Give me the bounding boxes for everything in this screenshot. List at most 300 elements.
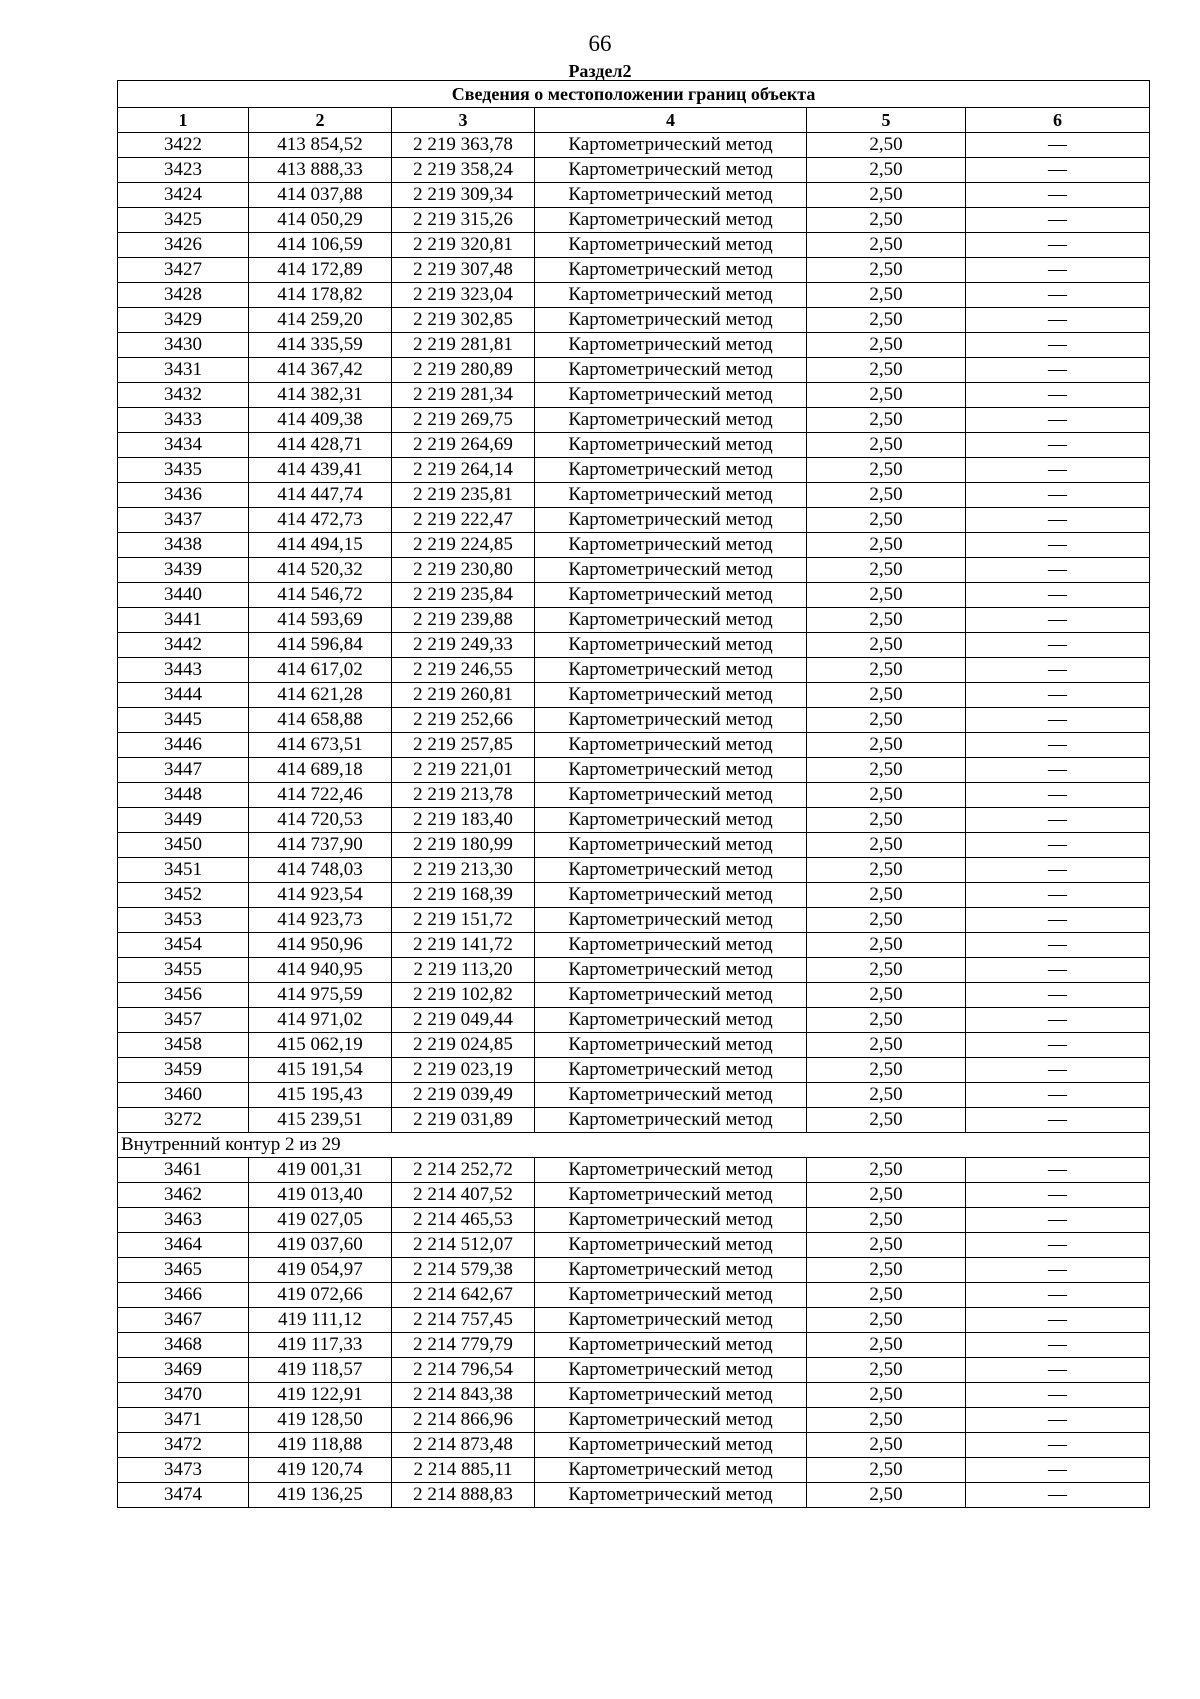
table-row bbox=[118, 1458, 1150, 1483]
table-row bbox=[118, 583, 1150, 608]
table-row bbox=[118, 183, 1150, 208]
accuracy-cell: 2,50 bbox=[807, 408, 966, 433]
accuracy-cell: 2,50 bbox=[807, 808, 966, 833]
table-row bbox=[118, 808, 1150, 833]
y-coordinate-cell: 2 219 183,40 bbox=[392, 808, 535, 833]
y-coordinate-cell: 2 219 320,81 bbox=[392, 233, 535, 258]
accuracy-cell: 2,50 bbox=[807, 1058, 966, 1083]
table-row bbox=[118, 1183, 1150, 1208]
description-cell: — bbox=[966, 1383, 1150, 1408]
accuracy-cell: 2,50 bbox=[807, 858, 966, 883]
description-cell: — bbox=[966, 133, 1150, 158]
description-cell: — bbox=[966, 1108, 1150, 1133]
contour-label: Внутренний контур 2 из 29 bbox=[118, 1133, 1150, 1158]
description-cell: — bbox=[966, 1183, 1150, 1208]
method-cell: Картометрический метод bbox=[535, 1458, 807, 1483]
method-cell: Картометрический метод bbox=[535, 1183, 807, 1208]
y-coordinate-cell: 2 219 264,14 bbox=[392, 458, 535, 483]
method-cell: Картометрический метод bbox=[535, 1408, 807, 1433]
method-cell: Картометрический метод bbox=[535, 758, 807, 783]
method-cell: Картометрический метод bbox=[535, 883, 807, 908]
y-coordinate-cell: 2 219 280,89 bbox=[392, 358, 535, 383]
x-coordinate-cell: 414 546,72 bbox=[249, 583, 392, 608]
x-coordinate-cell: 414 975,59 bbox=[249, 983, 392, 1008]
table-row bbox=[118, 508, 1150, 533]
table-row bbox=[118, 1233, 1150, 1258]
x-coordinate-cell: 419 128,50 bbox=[249, 1408, 392, 1433]
description-cell: — bbox=[966, 783, 1150, 808]
accuracy-cell: 2,50 bbox=[807, 383, 966, 408]
point-number-cell: 3463 bbox=[118, 1208, 249, 1233]
y-coordinate-cell: 2 219 180,99 bbox=[392, 833, 535, 858]
point-number-cell: 3450 bbox=[118, 833, 249, 858]
x-coordinate-cell: 415 191,54 bbox=[249, 1058, 392, 1083]
description-cell: — bbox=[966, 1483, 1150, 1508]
point-number-cell: 3441 bbox=[118, 608, 249, 633]
x-coordinate-cell: 419 117,33 bbox=[249, 1333, 392, 1358]
table-row bbox=[118, 908, 1150, 933]
y-coordinate-cell: 2 219 222,47 bbox=[392, 508, 535, 533]
y-coordinate-cell: 2 219 213,78 bbox=[392, 783, 535, 808]
table-row bbox=[118, 1333, 1150, 1358]
y-coordinate-cell: 2 214 252,72 bbox=[392, 1158, 535, 1183]
accuracy-cell: 2,50 bbox=[807, 983, 966, 1008]
table-title-row bbox=[118, 81, 1150, 108]
accuracy-cell: 2,50 bbox=[807, 608, 966, 633]
table-row bbox=[118, 833, 1150, 858]
x-coordinate-cell: 415 195,43 bbox=[249, 1083, 392, 1108]
method-cell: Картометрический метод bbox=[535, 383, 807, 408]
point-number-cell: 3432 bbox=[118, 383, 249, 408]
table-row bbox=[118, 333, 1150, 358]
x-coordinate-cell: 419 037,60 bbox=[249, 1233, 392, 1258]
method-cell: Картометрический метод bbox=[535, 308, 807, 333]
y-coordinate-cell: 2 219 252,66 bbox=[392, 708, 535, 733]
method-cell: Картометрический метод bbox=[535, 1083, 807, 1108]
table-row bbox=[118, 1283, 1150, 1308]
description-cell: — bbox=[966, 1333, 1150, 1358]
table-header bbox=[118, 81, 1150, 133]
table-row bbox=[118, 658, 1150, 683]
table-title: Сведения о местоположении границ объекта bbox=[118, 81, 1150, 108]
y-coordinate-cell: 2 219 260,81 bbox=[392, 683, 535, 708]
accuracy-cell: 2,50 bbox=[807, 1358, 966, 1383]
point-number-cell: 3425 bbox=[118, 208, 249, 233]
x-coordinate-cell: 414 106,59 bbox=[249, 233, 392, 258]
x-coordinate-cell: 414 621,28 bbox=[249, 683, 392, 708]
description-cell: — bbox=[966, 258, 1150, 283]
point-number-cell: 3468 bbox=[118, 1333, 249, 1358]
column-header: 6 bbox=[966, 108, 1150, 133]
description-cell: — bbox=[966, 1283, 1150, 1308]
description-cell: — bbox=[966, 908, 1150, 933]
accuracy-cell: 2,50 bbox=[807, 233, 966, 258]
point-number-cell: 3472 bbox=[118, 1433, 249, 1458]
page-number: 66 bbox=[588, 31, 612, 56]
accuracy-cell: 2,50 bbox=[807, 1108, 966, 1133]
method-cell: Картометрический метод bbox=[535, 333, 807, 358]
accuracy-cell: 2,50 bbox=[807, 583, 966, 608]
description-cell: — bbox=[966, 208, 1150, 233]
description-cell: — bbox=[966, 1458, 1150, 1483]
accuracy-cell: 2,50 bbox=[807, 1433, 966, 1458]
x-coordinate-cell: 414 596,84 bbox=[249, 633, 392, 658]
y-coordinate-cell: 2 214 866,96 bbox=[392, 1408, 535, 1433]
method-cell: Картометрический метод bbox=[535, 908, 807, 933]
y-coordinate-cell: 2 214 757,45 bbox=[392, 1308, 535, 1333]
table-row bbox=[118, 1433, 1150, 1458]
point-number-cell: 3454 bbox=[118, 933, 249, 958]
description-cell: — bbox=[966, 1208, 1150, 1233]
accuracy-cell: 2,50 bbox=[807, 683, 966, 708]
table-row bbox=[118, 1008, 1150, 1033]
table-row bbox=[118, 1258, 1150, 1283]
accuracy-cell: 2,50 bbox=[807, 483, 966, 508]
description-cell: — bbox=[966, 1008, 1150, 1033]
point-number-cell: 3449 bbox=[118, 808, 249, 833]
description-cell: — bbox=[966, 1308, 1150, 1333]
method-cell: Картометрический метод bbox=[535, 458, 807, 483]
point-number-cell: 3446 bbox=[118, 733, 249, 758]
method-cell: Картометрический метод bbox=[535, 1233, 807, 1258]
accuracy-cell: 2,50 bbox=[807, 133, 966, 158]
method-cell: Картометрический метод bbox=[535, 683, 807, 708]
method-cell: Картометрический метод bbox=[535, 783, 807, 808]
x-coordinate-cell: 415 239,51 bbox=[249, 1108, 392, 1133]
method-cell: Картометрический метод bbox=[535, 183, 807, 208]
description-cell: — bbox=[966, 1358, 1150, 1383]
point-number-cell: 3440 bbox=[118, 583, 249, 608]
x-coordinate-cell: 414 923,54 bbox=[249, 883, 392, 908]
y-coordinate-cell: 2 219 323,04 bbox=[392, 283, 535, 308]
accuracy-cell: 2,50 bbox=[807, 1033, 966, 1058]
description-cell: — bbox=[966, 1033, 1150, 1058]
table-row bbox=[118, 633, 1150, 658]
description-cell: — bbox=[966, 358, 1150, 383]
x-coordinate-cell: 419 120,74 bbox=[249, 1458, 392, 1483]
accuracy-cell: 2,50 bbox=[807, 1383, 966, 1408]
y-coordinate-cell: 2 219 257,85 bbox=[392, 733, 535, 758]
x-coordinate-cell: 419 027,05 bbox=[249, 1208, 392, 1233]
point-number-cell: 3457 bbox=[118, 1008, 249, 1033]
method-cell: Картометрический метод bbox=[535, 1008, 807, 1033]
y-coordinate-cell: 2 219 024,85 bbox=[392, 1033, 535, 1058]
y-coordinate-cell: 2 219 264,69 bbox=[392, 433, 535, 458]
point-number-cell: 3422 bbox=[118, 133, 249, 158]
point-number-cell: 3467 bbox=[118, 1308, 249, 1333]
x-coordinate-cell: 414 172,89 bbox=[249, 258, 392, 283]
description-cell: — bbox=[966, 558, 1150, 583]
description-cell: — bbox=[966, 808, 1150, 833]
x-coordinate-cell: 414 722,46 bbox=[249, 783, 392, 808]
accuracy-cell: 2,50 bbox=[807, 508, 966, 533]
accuracy-cell: 2,50 bbox=[807, 458, 966, 483]
point-number-cell: 3438 bbox=[118, 533, 249, 558]
y-coordinate-cell: 2 219 239,88 bbox=[392, 608, 535, 633]
x-coordinate-cell: 414 673,51 bbox=[249, 733, 392, 758]
point-number-cell: 3470 bbox=[118, 1383, 249, 1408]
accuracy-cell: 2,50 bbox=[807, 733, 966, 758]
accuracy-cell: 2,50 bbox=[807, 283, 966, 308]
table-row bbox=[118, 208, 1150, 233]
method-cell: Картометрический метод bbox=[535, 808, 807, 833]
accuracy-cell: 2,50 bbox=[807, 158, 966, 183]
y-coordinate-cell: 2 219 235,81 bbox=[392, 483, 535, 508]
description-cell: — bbox=[966, 608, 1150, 633]
x-coordinate-cell: 413 888,33 bbox=[249, 158, 392, 183]
x-coordinate-cell: 419 072,66 bbox=[249, 1283, 392, 1308]
y-coordinate-cell: 2 219 235,84 bbox=[392, 583, 535, 608]
method-cell: Картометрический метод bbox=[535, 1483, 807, 1508]
description-cell: — bbox=[966, 1058, 1150, 1083]
x-coordinate-cell: 414 950,96 bbox=[249, 933, 392, 958]
table-row bbox=[118, 1083, 1150, 1108]
table-row bbox=[118, 683, 1150, 708]
method-cell: Картометрический метод bbox=[535, 1158, 807, 1183]
table-row bbox=[118, 958, 1150, 983]
accuracy-cell: 2,50 bbox=[807, 333, 966, 358]
y-coordinate-cell: 2 219 168,39 bbox=[392, 883, 535, 908]
point-number-cell: 3423 bbox=[118, 158, 249, 183]
accuracy-cell: 2,50 bbox=[807, 1208, 966, 1233]
accuracy-cell: 2,50 bbox=[807, 908, 966, 933]
description-cell: — bbox=[966, 983, 1150, 1008]
method-cell: Картометрический метод bbox=[535, 958, 807, 983]
y-coordinate-cell: 2 219 302,85 bbox=[392, 308, 535, 333]
method-cell: Картометрический метод bbox=[535, 1333, 807, 1358]
y-coordinate-cell: 2 214 888,83 bbox=[392, 1483, 535, 1508]
x-coordinate-cell: 414 658,88 bbox=[249, 708, 392, 733]
x-coordinate-cell: 419 111,12 bbox=[249, 1308, 392, 1333]
x-coordinate-cell: 419 001,31 bbox=[249, 1158, 392, 1183]
y-coordinate-cell: 2 219 246,55 bbox=[392, 658, 535, 683]
description-cell: — bbox=[966, 483, 1150, 508]
x-coordinate-cell: 414 439,41 bbox=[249, 458, 392, 483]
method-cell: Картометрический метод bbox=[535, 533, 807, 558]
x-coordinate-cell: 414 259,20 bbox=[249, 308, 392, 333]
method-cell: Картометрический метод bbox=[535, 558, 807, 583]
column-number-row bbox=[118, 108, 1150, 133]
point-number-cell: 3445 bbox=[118, 708, 249, 733]
column-header: 4 bbox=[535, 108, 807, 133]
x-coordinate-cell: 414 748,03 bbox=[249, 858, 392, 883]
point-number-cell: 3461 bbox=[118, 1158, 249, 1183]
x-coordinate-cell: 414 737,90 bbox=[249, 833, 392, 858]
table-row bbox=[118, 858, 1150, 883]
description-cell: — bbox=[966, 383, 1150, 408]
accuracy-cell: 2,50 bbox=[807, 1008, 966, 1033]
y-coordinate-cell: 2 214 465,53 bbox=[392, 1208, 535, 1233]
y-coordinate-cell: 2 214 579,38 bbox=[392, 1258, 535, 1283]
y-coordinate-cell: 2 214 512,07 bbox=[392, 1233, 535, 1258]
description-cell: — bbox=[966, 1158, 1150, 1183]
accuracy-cell: 2,50 bbox=[807, 1083, 966, 1108]
method-cell: Картометрический метод bbox=[535, 433, 807, 458]
point-number-cell: 3439 bbox=[118, 558, 249, 583]
point-number-cell: 3460 bbox=[118, 1083, 249, 1108]
x-coordinate-cell: 414 050,29 bbox=[249, 208, 392, 233]
accuracy-cell: 2,50 bbox=[807, 358, 966, 383]
table-row bbox=[118, 733, 1150, 758]
x-coordinate-cell: 414 037,88 bbox=[249, 183, 392, 208]
x-coordinate-cell: 414 178,82 bbox=[249, 283, 392, 308]
x-coordinate-cell: 414 940,95 bbox=[249, 958, 392, 983]
accuracy-cell: 2,50 bbox=[807, 208, 966, 233]
point-number-cell: 3464 bbox=[118, 1233, 249, 1258]
table-row bbox=[118, 283, 1150, 308]
x-coordinate-cell: 419 013,40 bbox=[249, 1183, 392, 1208]
accuracy-cell: 2,50 bbox=[807, 308, 966, 333]
method-cell: Картометрический метод bbox=[535, 858, 807, 883]
accuracy-cell: 2,50 bbox=[807, 1158, 966, 1183]
accuracy-cell: 2,50 bbox=[807, 758, 966, 783]
table-row bbox=[118, 458, 1150, 483]
table-row bbox=[118, 1108, 1150, 1133]
method-cell: Картометрический метод bbox=[535, 708, 807, 733]
y-coordinate-cell: 2 219 113,20 bbox=[392, 958, 535, 983]
description-cell: — bbox=[966, 1408, 1150, 1433]
description-cell: — bbox=[966, 433, 1150, 458]
point-number-cell: 3455 bbox=[118, 958, 249, 983]
description-cell: — bbox=[966, 883, 1150, 908]
table-row bbox=[118, 1483, 1150, 1508]
accuracy-cell: 2,50 bbox=[807, 1183, 966, 1208]
method-cell: Картометрический метод bbox=[535, 1308, 807, 1333]
y-coordinate-cell: 2 219 309,34 bbox=[392, 183, 535, 208]
point-number-cell: 3437 bbox=[118, 508, 249, 533]
table-row bbox=[118, 783, 1150, 808]
accuracy-cell: 2,50 bbox=[807, 433, 966, 458]
y-coordinate-cell: 2 219 151,72 bbox=[392, 908, 535, 933]
y-coordinate-cell: 2 219 031,89 bbox=[392, 1108, 535, 1133]
y-coordinate-cell: 2 214 642,67 bbox=[392, 1283, 535, 1308]
point-number-cell: 3456 bbox=[118, 983, 249, 1008]
y-coordinate-cell: 2 219 039,49 bbox=[392, 1083, 535, 1108]
point-number-cell: 3424 bbox=[118, 183, 249, 208]
method-cell: Картометрический метод bbox=[535, 1208, 807, 1233]
x-coordinate-cell: 414 447,74 bbox=[249, 483, 392, 508]
y-coordinate-cell: 2 219 249,33 bbox=[392, 633, 535, 658]
description-cell: — bbox=[966, 933, 1150, 958]
point-number-cell: 3443 bbox=[118, 658, 249, 683]
accuracy-cell: 2,50 bbox=[807, 933, 966, 958]
accuracy-cell: 2,50 bbox=[807, 708, 966, 733]
accuracy-cell: 2,50 bbox=[807, 958, 966, 983]
point-number-cell: 3469 bbox=[118, 1358, 249, 1383]
table-row bbox=[118, 708, 1150, 733]
description-cell: — bbox=[966, 1233, 1150, 1258]
description-cell: — bbox=[966, 633, 1150, 658]
accuracy-cell: 2,50 bbox=[807, 1333, 966, 1358]
table-row bbox=[118, 983, 1150, 1008]
table-row bbox=[118, 1058, 1150, 1083]
description-cell: — bbox=[966, 283, 1150, 308]
method-cell: Картометрический метод bbox=[535, 1358, 807, 1383]
accuracy-cell: 2,50 bbox=[807, 633, 966, 658]
y-coordinate-cell: 2 219 023,19 bbox=[392, 1058, 535, 1083]
x-coordinate-cell: 419 118,88 bbox=[249, 1433, 392, 1458]
description-cell: — bbox=[966, 333, 1150, 358]
table-row bbox=[118, 408, 1150, 433]
section-title: Раздел2 bbox=[568, 61, 632, 81]
description-cell: — bbox=[966, 1083, 1150, 1108]
description-cell: — bbox=[966, 183, 1150, 208]
description-cell: — bbox=[966, 958, 1150, 983]
table-row bbox=[118, 233, 1150, 258]
description-cell: — bbox=[966, 833, 1150, 858]
description-cell: — bbox=[966, 583, 1150, 608]
method-cell: Картометрический метод bbox=[535, 1433, 807, 1458]
accuracy-cell: 2,50 bbox=[807, 1308, 966, 1333]
point-number-cell: 3272 bbox=[118, 1108, 249, 1133]
point-number-cell: 3433 bbox=[118, 408, 249, 433]
column-header: 3 bbox=[392, 108, 535, 133]
x-coordinate-cell: 419 136,25 bbox=[249, 1483, 392, 1508]
x-coordinate-cell: 419 054,97 bbox=[249, 1258, 392, 1283]
description-cell: — bbox=[966, 508, 1150, 533]
table-row bbox=[118, 883, 1150, 908]
table-row bbox=[118, 133, 1150, 158]
description-cell: — bbox=[966, 1433, 1150, 1458]
point-number-cell: 3427 bbox=[118, 258, 249, 283]
y-coordinate-cell: 2 219 141,72 bbox=[392, 933, 535, 958]
y-coordinate-cell: 2 214 885,11 bbox=[392, 1458, 535, 1483]
method-cell: Картометрический метод bbox=[535, 133, 807, 158]
point-number-cell: 3434 bbox=[118, 433, 249, 458]
point-number-cell: 3429 bbox=[118, 308, 249, 333]
method-cell: Картометрический метод bbox=[535, 1258, 807, 1283]
y-coordinate-cell: 2 219 224,85 bbox=[392, 533, 535, 558]
accuracy-cell: 2,50 bbox=[807, 183, 966, 208]
description-cell: — bbox=[966, 733, 1150, 758]
x-coordinate-cell: 414 472,73 bbox=[249, 508, 392, 533]
accuracy-cell: 2,50 bbox=[807, 783, 966, 808]
y-coordinate-cell: 2 219 049,44 bbox=[392, 1008, 535, 1033]
description-cell: — bbox=[966, 158, 1150, 183]
x-coordinate-cell: 414 494,15 bbox=[249, 533, 392, 558]
column-header: 5 bbox=[807, 108, 966, 133]
point-number-cell: 3435 bbox=[118, 458, 249, 483]
method-cell: Картометрический метод bbox=[535, 633, 807, 658]
point-number-cell: 3473 bbox=[118, 1458, 249, 1483]
point-number-cell: 3465 bbox=[118, 1258, 249, 1283]
x-coordinate-cell: 414 409,38 bbox=[249, 408, 392, 433]
method-cell: Картометрический метод bbox=[535, 583, 807, 608]
description-cell: — bbox=[966, 758, 1150, 783]
y-coordinate-cell: 2 219 315,26 bbox=[392, 208, 535, 233]
point-number-cell: 3442 bbox=[118, 633, 249, 658]
x-coordinate-cell: 414 382,31 bbox=[249, 383, 392, 408]
point-number-cell: 3452 bbox=[118, 883, 249, 908]
method-cell: Картометрический метод bbox=[535, 658, 807, 683]
method-cell: Картометрический метод bbox=[535, 233, 807, 258]
x-coordinate-cell: 414 367,42 bbox=[249, 358, 392, 383]
y-coordinate-cell: 2 214 873,48 bbox=[392, 1433, 535, 1458]
x-coordinate-cell: 414 689,18 bbox=[249, 758, 392, 783]
point-number-cell: 3459 bbox=[118, 1058, 249, 1083]
description-cell: — bbox=[966, 233, 1150, 258]
x-coordinate-cell: 419 122,91 bbox=[249, 1383, 392, 1408]
accuracy-cell: 2,50 bbox=[807, 558, 966, 583]
description-cell: — bbox=[966, 708, 1150, 733]
point-number-cell: 3428 bbox=[118, 283, 249, 308]
table-row bbox=[118, 1158, 1150, 1183]
table-row bbox=[118, 433, 1150, 458]
method-cell: Картометрический метод bbox=[535, 733, 807, 758]
y-coordinate-cell: 2 219 269,75 bbox=[392, 408, 535, 433]
table-row bbox=[118, 383, 1150, 408]
method-cell: Картометрический метод bbox=[535, 1033, 807, 1058]
